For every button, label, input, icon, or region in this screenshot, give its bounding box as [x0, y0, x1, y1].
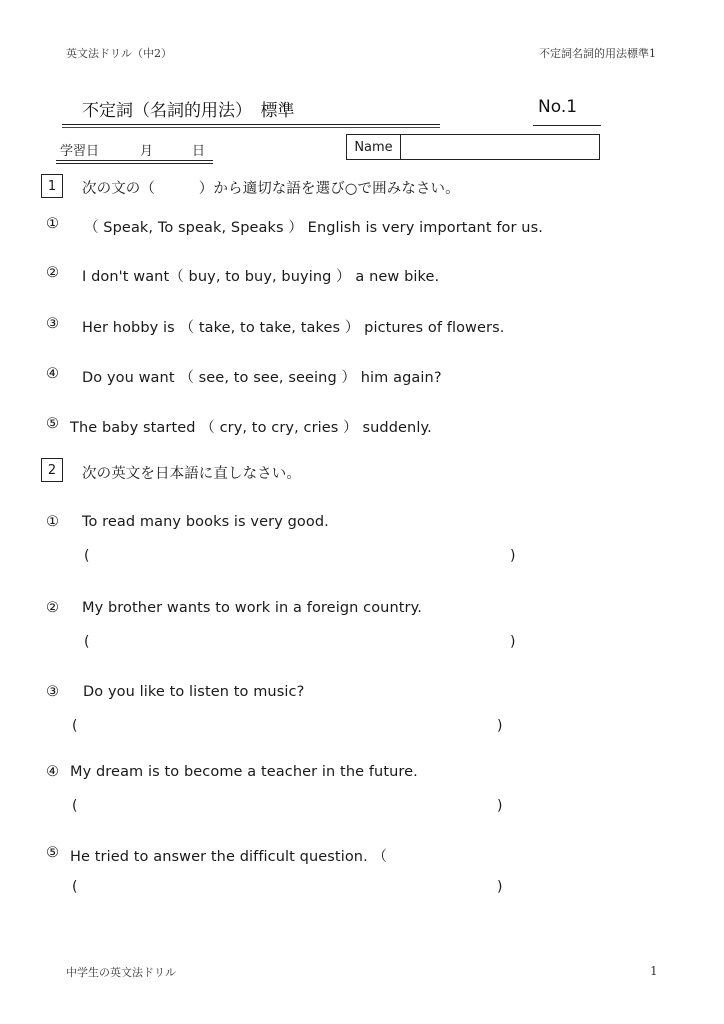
s1-q4-mark: ④ — [46, 366, 60, 382]
name-label: Name — [347, 135, 401, 159]
s2-q2-answer-open: ( — [84, 634, 90, 650]
s2-q5-answer-space[interactable] — [84, 877, 494, 897]
s2-q4-answer-space[interactable] — [84, 796, 494, 816]
s1-q3-mark: ③ — [46, 316, 60, 332]
running-header-right: 不定詞名詞的用法標準1 — [539, 47, 656, 60]
s2-q3-answer-space[interactable] — [84, 716, 494, 736]
section-2-instruction: 次の英文を日本語に直しなさい。 — [82, 466, 301, 482]
footer-title: 中学生の英文法ドリル — [66, 966, 176, 979]
s1-q1-text: （ Speak, To speak, Speaks ） English is very important for us. — [84, 220, 543, 236]
s2-q3-mark: ③ — [46, 684, 60, 700]
s1-q2-text: I don't want（ buy, to buy, buying ） a new bike. — [82, 269, 440, 285]
s1-q3-text: Her hobby is （ take, to take, takes ） pictures of flowers. — [82, 320, 505, 336]
s1-q1-mark: ① — [46, 216, 60, 232]
worksheet-title: 不定詞（名詞的用法） 標準 — [82, 101, 295, 121]
s2-q3-answer-open: ( — [72, 718, 78, 734]
s2-q1-answer-space[interactable] — [96, 546, 506, 566]
s2-q4-mark: ④ — [46, 764, 60, 780]
section-1-instruction: 次の文の（ ）から適切な語を選び○で囲みなさい。 — [82, 181, 460, 197]
s1-q2-mark: ② — [46, 265, 60, 281]
s2-q5-mark: ⑤ — [46, 845, 60, 861]
number-underline — [533, 125, 601, 126]
section-2-number: 2 — [41, 458, 63, 482]
s2-q1-text: To read many books is very good. — [82, 514, 329, 530]
title-underline — [62, 124, 440, 128]
study-date-day: 日 — [192, 144, 206, 159]
study-date-underline — [56, 160, 213, 164]
s2-q4-answer-open: ( — [72, 798, 78, 814]
s2-q4-text: My dream is to become a teacher in the future. — [70, 764, 418, 780]
s2-q2-answer-close: ) — [510, 634, 516, 650]
s2-q3-answer-close: ) — [497, 718, 503, 734]
s1-q5-mark: ⑤ — [46, 416, 60, 432]
worksheet-number: No.1 — [538, 97, 578, 117]
name-box — [346, 134, 600, 160]
s2-q1-answer-close: ) — [510, 548, 516, 564]
s2-q3-text: Do you like to listen to music? — [83, 684, 305, 700]
section-1-number: 1 — [41, 174, 63, 198]
s2-q1-mark: ① — [46, 514, 60, 530]
s2-q4-answer-close: ) — [497, 798, 503, 814]
s2-q5-text: He tried to answer the difficult question. （ — [70, 849, 388, 865]
s2-q2-text: My brother wants to work in a foreign country. — [82, 600, 422, 616]
s2-q5-answer-close: ) — [497, 879, 503, 895]
page-number: 1 — [650, 964, 658, 978]
s2-q2-mark: ② — [46, 600, 60, 616]
study-date-label: 学習日 — [60, 144, 100, 159]
s1-q4-text: Do you want （ see, to see, seeing ） him again? — [82, 370, 442, 386]
running-header-left: 英文法ドリル（中2） — [66, 47, 172, 60]
study-date-month: 月 — [140, 144, 154, 159]
s2-q1-answer-open: ( — [84, 548, 90, 564]
name-input[interactable] — [401, 135, 599, 159]
s2-q2-answer-space[interactable] — [96, 632, 506, 652]
s2-q5-answer-open: ( — [72, 879, 78, 895]
s1-q5-text: The baby started （ cry, to cry, cries ） suddenly. — [70, 420, 432, 436]
